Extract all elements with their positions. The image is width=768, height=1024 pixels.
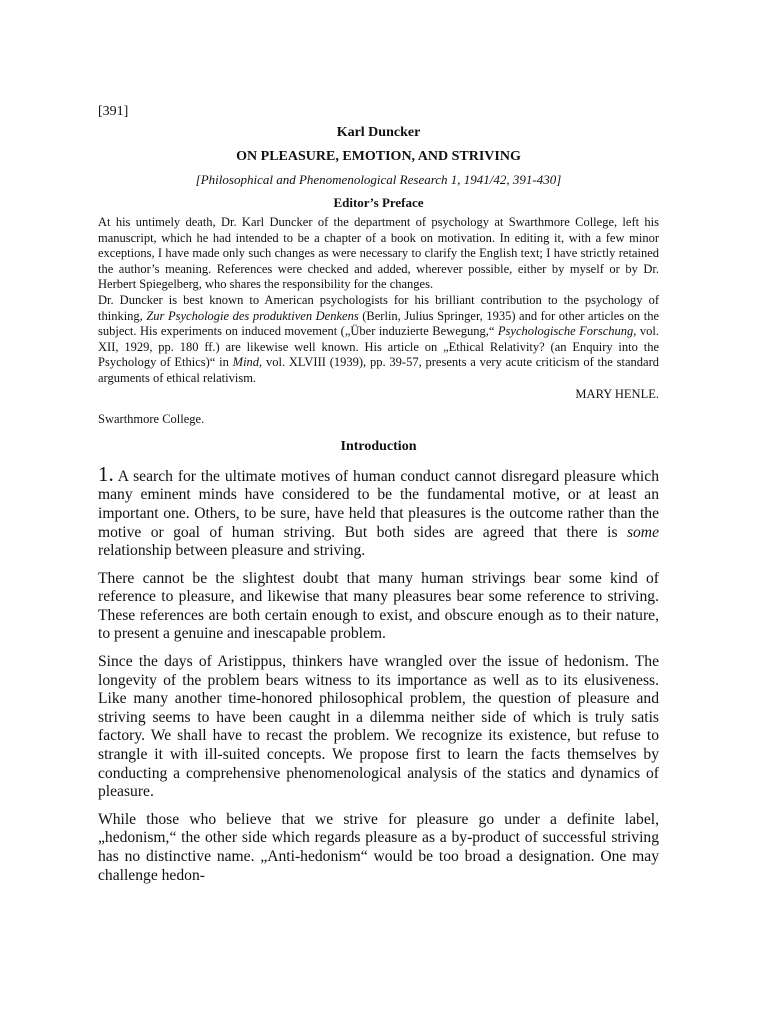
introduction-paragraph-3: Since the days of Aristippus, thinkers have wrangled over the issue of hedonism. The longevity of the problem bears witness to its importance as well as to its elusiveness. Like many another time-honored philosophical problem, the question of pleasure and striving seems to have been caught in a dilemma neither side of which is truly satis factory. We shall have to recast the problem. We recognize its existence, but refuse to strangle it with ill-suited concepts. We propose first to learn the facts themselves by conducting a comprehensive phenomenological analysis of the statics and dynamics of pleasure. (98, 653, 659, 801)
section-number: 1. (98, 461, 114, 486)
text-run: (Berlin, Julius Springer, 1935) and for other articles on the subject. His experiments on induced movement („Über induzierte Bewegung,“ (98, 308, 659, 339)
source-citation: [Philosophical and Phenomenological Research 1, 1941/42, 391-430] (195, 172, 562, 187)
italic-title: Psychologische Forschung (497, 324, 634, 339)
italic-title: Zur Psychologie des produktiven Denkens (146, 308, 359, 323)
editors-preface-paragraph-1: At his untimely death, Dr. Karl Duncker of the department of psychology at Swarthmore College, left his manuscript, which he had intended to be a chapter of a book on motivation. In editing it, with a few minor exceptions, I have made only such changes as were necessary to clarify the English text; I have strictly retained the author’s meaning. References were checked and added, wherever possible, either by myself or by Dr. Herbert Spiegelberg, who shares the responsibility for the changes. (98, 215, 659, 292)
introduction-paragraph-4: While those who believe that we strive for pleasure go under a definite label, „hedonism,“ the other side which regards pleasure as a by-product of successful striving has no distinctive name. „Anti-hedonism“ would be too broad a designation. One may challenge hedon- (98, 810, 659, 884)
editors-preface-heading: Editor’s Preface (333, 195, 424, 210)
text-run: A search for the ultimate motives of human conduct cannot disregard pleasure which many eminent minds have considered to be the fundamental motive, or at least an important one. Others, to be sure, have held that pleasures is the outcome rather than the motive or goal of human striving. But both sides are agreed that there is (98, 467, 659, 541)
editors-preface-paragraph-2 (98, 293, 659, 387)
italic-title: Mind (232, 355, 260, 370)
text-run: , vol. XII, 1929, pp. 180 ff.) are likewise well known. His article on „Ethical Relativity? (an Enquiry into the Psychology of Ethics)“ in (98, 324, 659, 370)
author-name: Karl Duncker (336, 125, 421, 140)
document-page (98, 103, 659, 894)
text-run: , vol. XLVIII (1939), pp. 39-57, presents a very acute criticism of the standard arguments of ethical relativism. (98, 355, 659, 385)
editor-signature: MARY HENLE. (575, 386, 659, 401)
page-number: [391] (98, 104, 129, 119)
introduction-paragraph-1 (98, 461, 659, 561)
text-run: relationship between pleasure and striving. (98, 542, 366, 560)
introduction-heading: Introduction (340, 438, 417, 454)
article-title: ON PLEASURE, EMOTION, AND STRIVING (236, 149, 521, 164)
emphasis: some (626, 523, 659, 541)
introduction-paragraph-2: There cannot be the slightest doubt that many human strivings bear some kind of reference to pleasure, and likewise that many pleasures bear some reference to striving. These references are both certain enough to exist, and obscure enough as to their nature, to present a genuine and inescapable problem. (98, 569, 659, 643)
text-run: Dr. Duncker is best known to American psychologists for his brilliant contribution to the psychology of thinking, (98, 292, 659, 323)
editor-place: Swarthmore College. (98, 412, 205, 427)
